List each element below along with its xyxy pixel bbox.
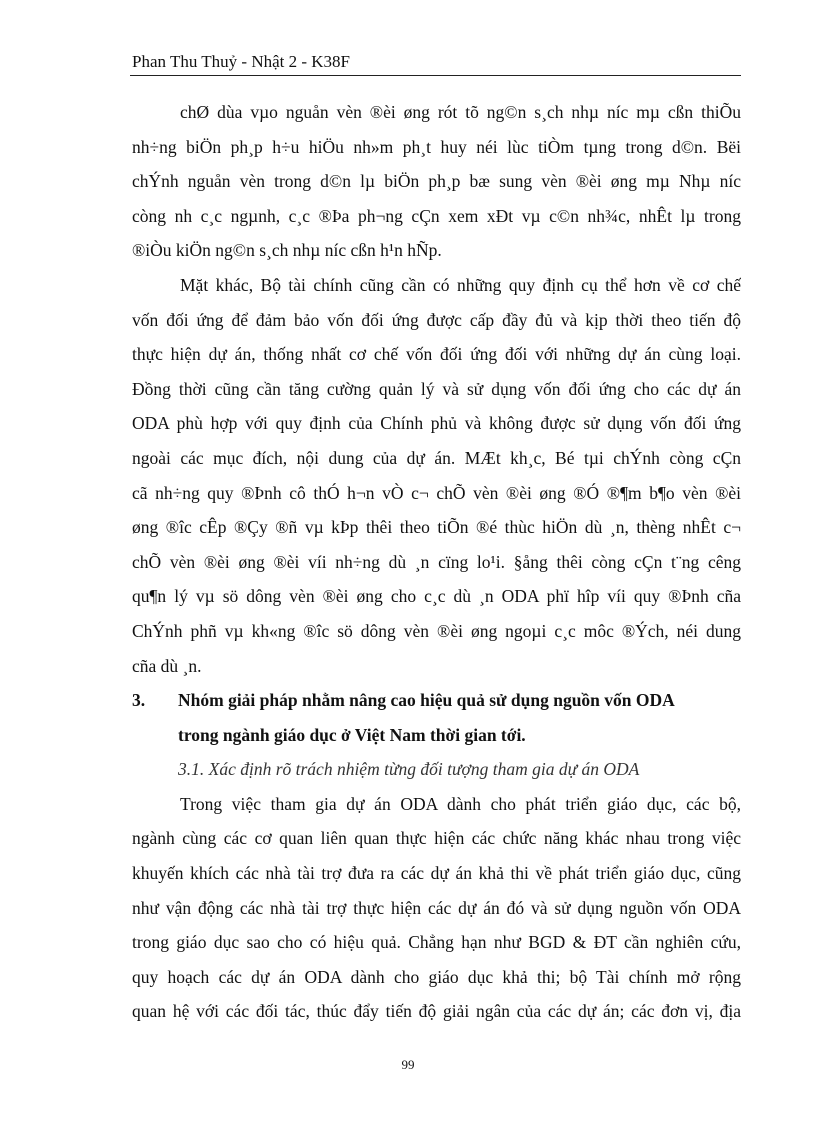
text-line: Mặt khác, Bộ tài chính cũng cần có những quy định cụ thể hơn về cơ chế [180,274,741,295]
section-title-line1: Nhóm giải pháp nhằm nâng cao hiệu quả sử dụng nguồn vốn ODA [178,690,675,711]
text-line: ngành cùng các cơ quan liên quan thực hiện các chức năng khác nhau trong việc [132,828,741,849]
text-line: Đồng thời cũng cần tăng cường quản lý và sử dụng vốn đối ứng cho các dự án [132,378,741,399]
text-line: ODA phù hợp với quy định của Chính phủ và không được sử dụng vốn đối ứng [132,413,741,434]
text-line: vốn đối ứng để đảm bảo vốn đối ứng được cấp đầy đủ và kịp thời theo tiến độ [132,309,741,330]
text-line: Trong việc tham gia dự án ODA dành cho phát triển giáo dục, các bộ, [180,793,741,814]
text-line: thực hiện dự án, thống nhất cơ chế vốn đối ứng đối với những dự án cùng loại. [132,344,741,365]
text-line: cña dù ¸n. [132,655,202,676]
text-line: øng ®îc cÊp ®Çy ®ñ vµ kÞp thêi theo tiÕn ®é thùc hiÖn dù ¸n, thèng nhÊt c¬ [132,517,741,538]
text-line: chØ dùa vµo nguån vèn ®èi øng rót tõ ng©n s¸ch nhµ níc mµ cßn thiÕu [180,102,741,122]
text-line: quan hệ với các đối tác, thúc đẩy tiến độ giải ngân của các dự án; các đơn vị, địa [132,1001,741,1022]
text-line: ngoài các mục đích, nội dung của dự án. MÆt kh¸c, Bé tµi chÝnh còng cÇn [132,447,741,468]
section-heading [132,683,741,718]
text-line: qu¶n lý vµ sö dông vèn ®èi øng cho c¸c dù ¸n ODA phï hîp víi quy ®Þnh cña [132,586,741,607]
text-line: nh÷ng biÖn ph¸p h÷u hiÖu nh»m ph¸t huy néi lùc tiÒm tµng trong d©n. Bëi [132,136,741,157]
text-line: chÝnh nguån vèn trong d©n lµ biÖn ph¸p bæ sung vèn ®èi øng mµ Nhµ níc [132,171,741,192]
text-line: chÕ vèn ®èi øng ®èi víi nh÷ng dù ¸n cïng lo¹i. §ång thêi còng cÇn t¨ng cêng [132,551,741,572]
subsection-heading: 3.1. Xác định rõ trách nhiệm từng đối tượng tham gia dự án ODA [178,759,640,780]
section-title-line2: trong ngành giáo dục ở Việt Nam thời gian tới. [178,724,526,745]
text-line: quy hoạch các dự án ODA dành cho giáo dục khả thi; bộ Tài chính mở rộng [132,966,741,987]
text-line: khuyến khích các nhà tài trợ đưa ra các dự án khả thi về phát triển giáo dục, cũng [132,863,741,884]
text-line: cã nh÷ng quy ®Þnh cô thÓ h¬n vÒ c¬ chÕ vèn ®èi øng ®Ó ®¶m b¶o vèn ®èi [132,482,741,503]
text-line: còng nh c¸c ngµnh, c¸c ®Þa ph¬ng cÇn xem xÐt vµ c©n nh¾c, nhÊt lµ trong [132,205,741,226]
text-line: ChÝnh phñ vµ kh«ng ®îc sö dông vèn ®èi øng ngoµi c¸c môc ®Ých, néi dung [132,620,741,641]
text-line: như vận động các nhà tài trợ thực hiện các dự án đó và sử dụng nguồn vốn ODA [132,897,741,918]
text-line: trong giáo dục sao cho có hiệu quả. Chẳng hạn như BGD & ĐT cần nghiên cứu, [132,932,741,953]
page-body [132,95,741,1029]
header-rule [130,75,741,76]
text-line: ®iÒu kiÖn ng©n s¸ch nhµ níc cßn h¹n hÑp. [132,240,442,261]
section-number: 3. [132,690,146,711]
running-header: Phan Thu Thuỷ - Nhật 2 - K38F [132,52,351,71]
page-number: 99 [401,1057,415,1072]
